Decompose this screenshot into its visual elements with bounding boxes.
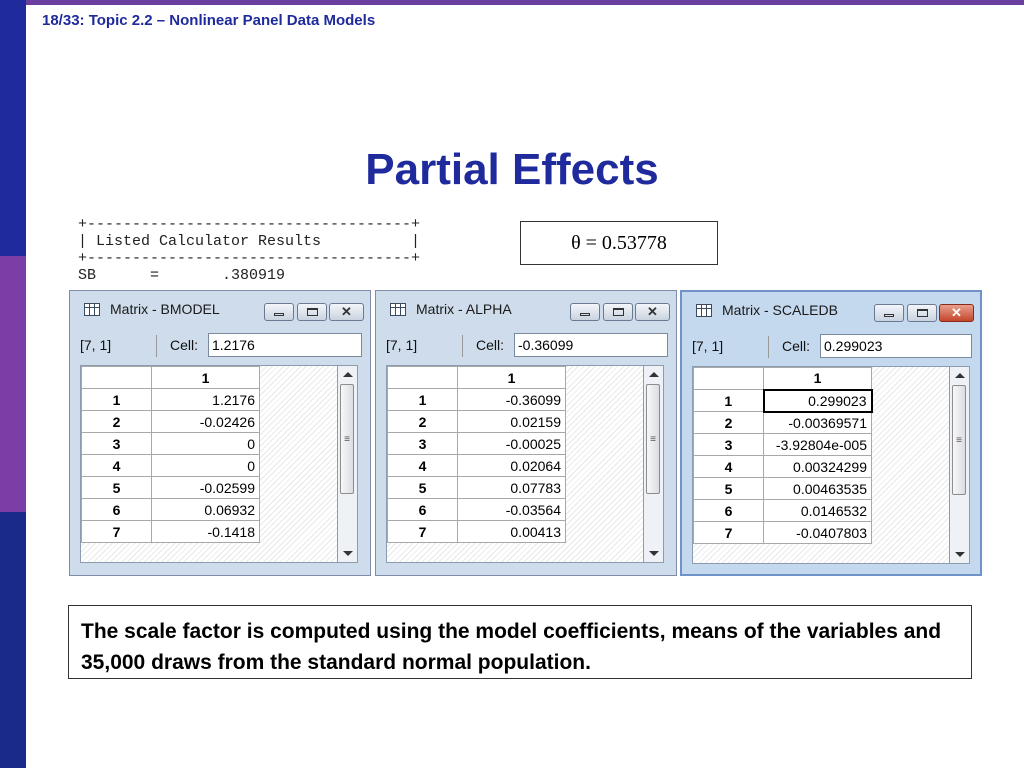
window-alpha[interactable] (375, 290, 677, 576)
cell-value-input[interactable]: 0.299023 (820, 334, 972, 358)
matrix-cell[interactable]: 0.00413 (458, 521, 566, 543)
table-row (82, 499, 260, 521)
matrix-cell[interactable]: 0.07783 (458, 477, 566, 499)
table-row (388, 455, 566, 477)
row-header[interactable]: 3 (694, 434, 764, 456)
window-title: Matrix - ALPHA (416, 301, 512, 317)
cell-reference: [7, 1] (692, 338, 724, 354)
matrix-cell[interactable]: -0.03564 (458, 499, 566, 521)
table-row (694, 434, 872, 456)
cell-reference: [7, 1] (386, 337, 418, 353)
slide-header: 18/33: Topic 2.2 – Nonlinear Panel Data Models (42, 12, 376, 29)
slide-title: Partial Effects (365, 145, 659, 194)
top-accent-bar (26, 0, 1024, 5)
window-titlebar[interactable] (682, 292, 980, 328)
matrix-cell[interactable]: 0 (152, 455, 260, 477)
table-row (388, 411, 566, 433)
table-row (388, 521, 566, 543)
scroll-thumb[interactable]: ≡ (340, 384, 354, 494)
divider (768, 336, 769, 358)
row-header[interactable]: 4 (388, 455, 458, 477)
calc-heading: | Listed Calculator Results | (78, 233, 421, 250)
cell-label: Cell: (476, 337, 505, 353)
close-button[interactable] (329, 303, 364, 321)
row-header[interactable]: 6 (388, 499, 458, 521)
sidebar-blue-top (0, 0, 26, 256)
row-header[interactable]: 4 (694, 456, 764, 478)
matrix-cell[interactable]: 0.02064 (458, 455, 566, 477)
table-row (694, 412, 872, 434)
row-header[interactable]: 1 (388, 389, 458, 411)
maximize-icon (613, 308, 624, 316)
row-header[interactable]: 7 (694, 522, 764, 544)
scroll-thumb[interactable]: ≡ (646, 384, 660, 494)
table-row (82, 389, 260, 411)
cell-bar (384, 331, 668, 359)
matrix-grid (386, 365, 644, 563)
maximize-icon (917, 309, 928, 317)
table-row (388, 499, 566, 521)
sidebar-blue-bottom (0, 512, 26, 768)
maximize-icon (307, 308, 318, 316)
explanation-note: The scale factor is computed using the model coefficients, means of the variables and 35,000 draws from the standard normal population. (68, 605, 972, 679)
close-icon: ✕ (647, 304, 658, 319)
cell-reference: [7, 1] (80, 337, 112, 353)
matrix-cell[interactable]: -3.92804e-005 (764, 434, 872, 456)
table-row (388, 433, 566, 455)
table-row (694, 500, 872, 522)
calc-border-top: +------------------------------------+ (78, 216, 421, 233)
minimize-button[interactable] (874, 304, 904, 322)
matrix-cell[interactable]: 0 (152, 433, 260, 455)
window-titlebar[interactable] (70, 291, 370, 327)
matrix-cell[interactable]: 0.00324299 (764, 456, 872, 478)
maximize-button[interactable] (907, 304, 937, 322)
grid-corner[interactable] (388, 367, 458, 389)
minimize-icon (580, 313, 590, 316)
matrix-cell[interactable]: -0.0407803 (764, 522, 872, 544)
minimize-icon (884, 314, 894, 317)
row-header[interactable]: 5 (694, 478, 764, 500)
close-button[interactable] (635, 303, 670, 321)
row-header[interactable]: 5 (82, 477, 152, 499)
calc-border-bottom: +------------------------------------+ (78, 250, 421, 267)
column-header[interactable]: 1 (458, 367, 566, 389)
table-row (388, 389, 566, 411)
minimize-button[interactable] (570, 303, 600, 321)
matrix-grid (692, 366, 950, 564)
matrix-grid (80, 365, 338, 563)
window-scaledb[interactable] (680, 290, 982, 576)
table-row (694, 522, 872, 544)
matrix-cell[interactable]: 0.02159 (458, 411, 566, 433)
row-header[interactable]: 5 (388, 477, 458, 499)
matrix-cell[interactable]: -0.02599 (152, 477, 260, 499)
divider (462, 335, 463, 357)
matrix-cell[interactable]: 0.06932 (152, 499, 260, 521)
table-row (82, 455, 260, 477)
divider (156, 335, 157, 357)
matrix-cell[interactable]: 0.0146532 (764, 500, 872, 522)
cell-value-input[interactable]: 1.2176 (208, 333, 362, 357)
calc-result-line: SB = .380919 (78, 267, 286, 284)
table-row (694, 456, 872, 478)
scroll-up-icon[interactable] (955, 373, 965, 378)
cell-bar (690, 332, 972, 360)
scroll-thumb[interactable]: ≡ (952, 385, 966, 495)
close-icon: ✕ (341, 304, 352, 319)
minimize-button[interactable] (264, 303, 294, 321)
row-header[interactable]: 2 (388, 411, 458, 433)
row-header[interactable]: 6 (82, 499, 152, 521)
window-title: Matrix - SCALEDB (722, 302, 838, 318)
table-row (694, 478, 872, 500)
window-bmodel[interactable] (69, 290, 371, 576)
row-header[interactable]: 3 (388, 433, 458, 455)
matrix-grid-icon (390, 303, 406, 316)
vertical-scrollbar[interactable] (644, 365, 664, 563)
matrix-grid-icon (696, 304, 712, 317)
grid-corner[interactable] (82, 367, 152, 389)
table-row (694, 390, 872, 412)
scroll-down-icon[interactable] (649, 551, 659, 556)
row-header[interactable]: 2 (694, 412, 764, 434)
close-button[interactable] (939, 304, 974, 322)
cell-value-input[interactable]: -0.36099 (514, 333, 668, 357)
row-header[interactable]: 6 (694, 500, 764, 522)
cell-bar (78, 331, 362, 359)
row-header[interactable]: 3 (82, 433, 152, 455)
scroll-down-icon[interactable] (343, 551, 353, 556)
row-header[interactable]: 2 (82, 411, 152, 433)
matrix-grid-icon (84, 303, 100, 316)
window-title: Matrix - BMODEL (110, 301, 220, 317)
grid-corner[interactable] (694, 368, 764, 390)
column-header[interactable]: 1 (152, 367, 260, 389)
close-icon: ✕ (951, 305, 962, 320)
column-header[interactable]: 1 (764, 368, 872, 390)
vertical-scrollbar[interactable] (338, 365, 358, 563)
table-row (82, 411, 260, 433)
row-header[interactable]: 7 (388, 521, 458, 543)
cell-label: Cell: (782, 338, 811, 354)
row-header[interactable]: 7 (82, 521, 152, 543)
row-header[interactable]: 1 (82, 389, 152, 411)
matrix-cell[interactable]: 0.00463535 (764, 478, 872, 500)
scroll-down-icon[interactable] (955, 552, 965, 557)
calculator-output (78, 216, 420, 284)
table-row (82, 477, 260, 499)
matrix-cell[interactable]: -0.00369571 (764, 412, 872, 434)
maximize-button[interactable] (297, 303, 327, 321)
matrix-cell[interactable]: -0.00025 (458, 433, 566, 455)
table-row (82, 521, 260, 543)
vertical-scrollbar[interactable] (950, 366, 970, 564)
scroll-up-icon[interactable] (343, 372, 353, 377)
matrix-cell[interactable]: -0.02426 (152, 411, 260, 433)
window-titlebar[interactable] (376, 291, 676, 327)
scroll-up-icon[interactable] (649, 372, 659, 377)
table-row (82, 433, 260, 455)
sidebar-purple (0, 256, 26, 512)
matrix-cell[interactable]: -0.36099 (458, 389, 566, 411)
maximize-button[interactable] (603, 303, 633, 321)
table-row (388, 477, 566, 499)
row-header[interactable]: 1 (694, 390, 764, 412)
matrix-cell[interactable]: 1.2176 (152, 389, 260, 411)
minimize-icon (274, 313, 284, 316)
matrix-cell[interactable]: -0.1418 (152, 521, 260, 543)
cell-label: Cell: (170, 337, 199, 353)
matrix-cell-selected[interactable]: 0.299023 (764, 390, 872, 412)
theta-box: θ = 0.53778 (520, 221, 718, 265)
row-header[interactable]: 4 (82, 455, 152, 477)
